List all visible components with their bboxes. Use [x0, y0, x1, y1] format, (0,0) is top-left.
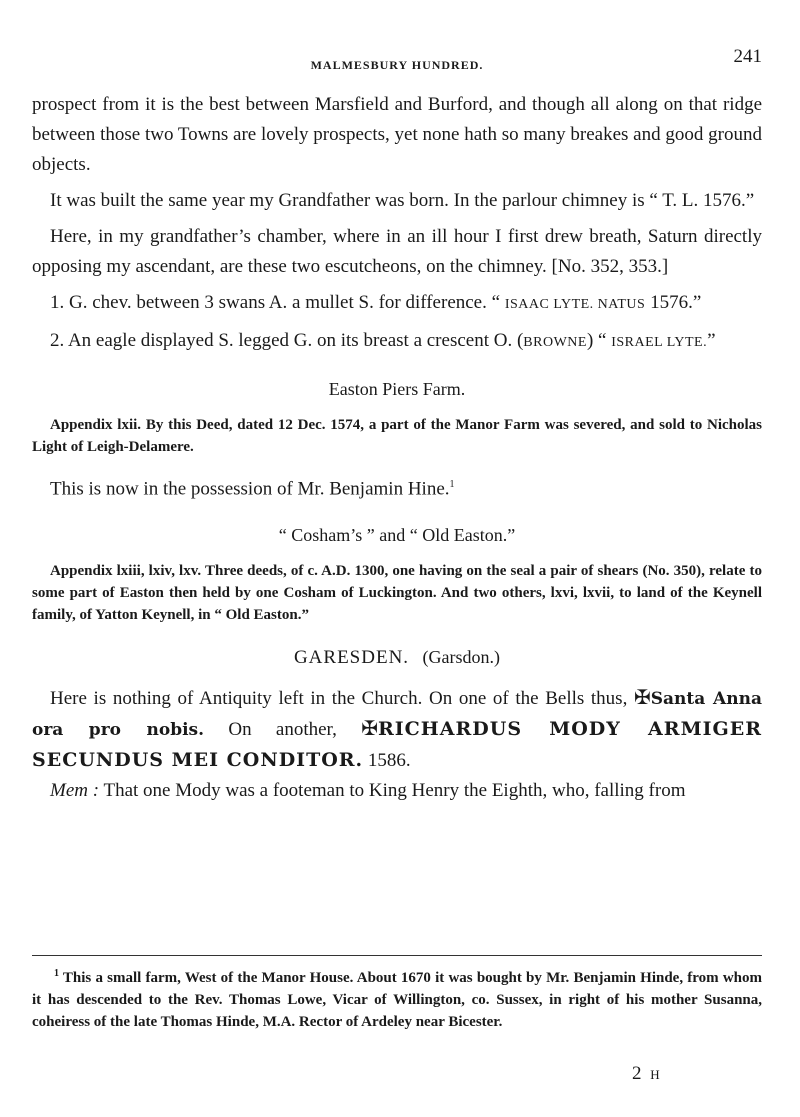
footnote-body: This a small farm, West of the Manor House. About 1670 it was bought by Mr. Benjamin Hinde, from whom it has descended to the Rev. Thomas Lowe, Vicar of Willington, co. Sussex, in right of his mother Susanna, coheiress of the late Thomas Hinde, M.A. Rector of Ardeley near Bicester. [32, 970, 762, 1030]
item1-text: 1. G. chev. between 3 swans A. a mullet S. for difference. “ [50, 292, 505, 313]
item1-smallcaps: ISAAC LYTE. NATUS [504, 297, 646, 312]
item2-browne: BROWNE [523, 335, 587, 350]
page-number: 241 [733, 46, 762, 67]
heading-easton-piers: Easton Piers Farm. [328, 379, 466, 399]
signature-letter: H [650, 1067, 662, 1082]
escutcheon-item-2 [32, 326, 762, 358]
bell-inscription-2: RICHARDUS MODY ARMIGER SECUNDUS MEI CONDITOR. [32, 718, 762, 772]
cross-icon: ✠ [361, 718, 378, 741]
possession-text: This is now in the possession of Mr. Benjamin Hine. [50, 478, 450, 500]
footnote-marker: 1 [54, 968, 59, 979]
paragraph-bells [32, 683, 762, 776]
item2-mid: ) “ [586, 330, 612, 351]
paragraph-chamber: Here, in my grandfather’s chamber, where in an ill hour I first drew breath, Saturn directly opposing my ascendant, are these two escutcheons, on the chimney. [No. 352, 353.] [32, 226, 762, 277]
signature-number: 2 [632, 1063, 644, 1084]
item2-end: ” [707, 330, 716, 351]
footnote-ref[interactable]: 1 [449, 479, 455, 490]
garesden-title: GARESDEN. [293, 647, 410, 669]
escutcheon-item-1 [32, 288, 762, 320]
paragraph-memo [32, 776, 762, 806]
on-another: On another, [204, 719, 362, 741]
bell-inscription-1: Santa Anna ora pro nobis. [32, 689, 762, 741]
item2-text: 2. An eagle displayed S. legged G. on its breast a crescent O. ( [50, 330, 524, 351]
item1-year: 1576.” [645, 292, 702, 313]
running-head: MALMESBURY HUNDRED. [310, 58, 484, 72]
heading-cosham: “ Cosham’s ” and “ Old Easton.” [278, 525, 516, 546]
item2-smallcaps: ISRAEL LYTE. [611, 335, 708, 350]
page-body [32, 90, 762, 806]
footnote-text [32, 963, 762, 1033]
bell-year: 1586. [363, 750, 411, 772]
signature-mark [632, 1063, 662, 1085]
paragraph-prospect: prospect from it is the best between Marsfield and Burford, and though all along on that ridge between those two Towns are lovely prospects, yet none hath so many breakes and good ground objects. [32, 94, 762, 175]
cross-icon: ✠ [633, 687, 651, 710]
memo-label: Mem : [50, 780, 100, 802]
memo-text: That one Mody was a footeman to King Henry the Eighth, who, falling from [99, 780, 686, 802]
paragraph-possession [32, 470, 762, 504]
bells-intro: Here is nothing of Antiquity left in the Church. On one of the Bells thus, [50, 688, 628, 710]
footnote-divider [32, 955, 762, 956]
garesden-subtitle: (Garsdon.) [422, 647, 501, 668]
footnote [32, 963, 762, 1033]
page-header [32, 46, 762, 76]
appendix-lxii: Appendix lxii. By this Deed, dated 12 Dec. 1574, a part of the Manor Farm was severed, and sold to Nicholas Light of Leigh-Delamere. [32, 417, 762, 455]
appendix-lxiii: Appendix lxiii, lxiv, lxv. Three deeds, of c. A.D. 1300, one having on the seal a pair of shears (No. 350), relate to some part of Easton then held by one Cosham of Luckington. And two others, lxvi, lxvii, to land of the Keynell family, of Yatton Keynell, in “ Old Easton.” [32, 563, 762, 624]
paragraph-built: It was built the same year my Grandfather was born. In the parlour chimney is “ T. L. 1576.” [50, 190, 755, 211]
heading-garesden [32, 644, 762, 671]
